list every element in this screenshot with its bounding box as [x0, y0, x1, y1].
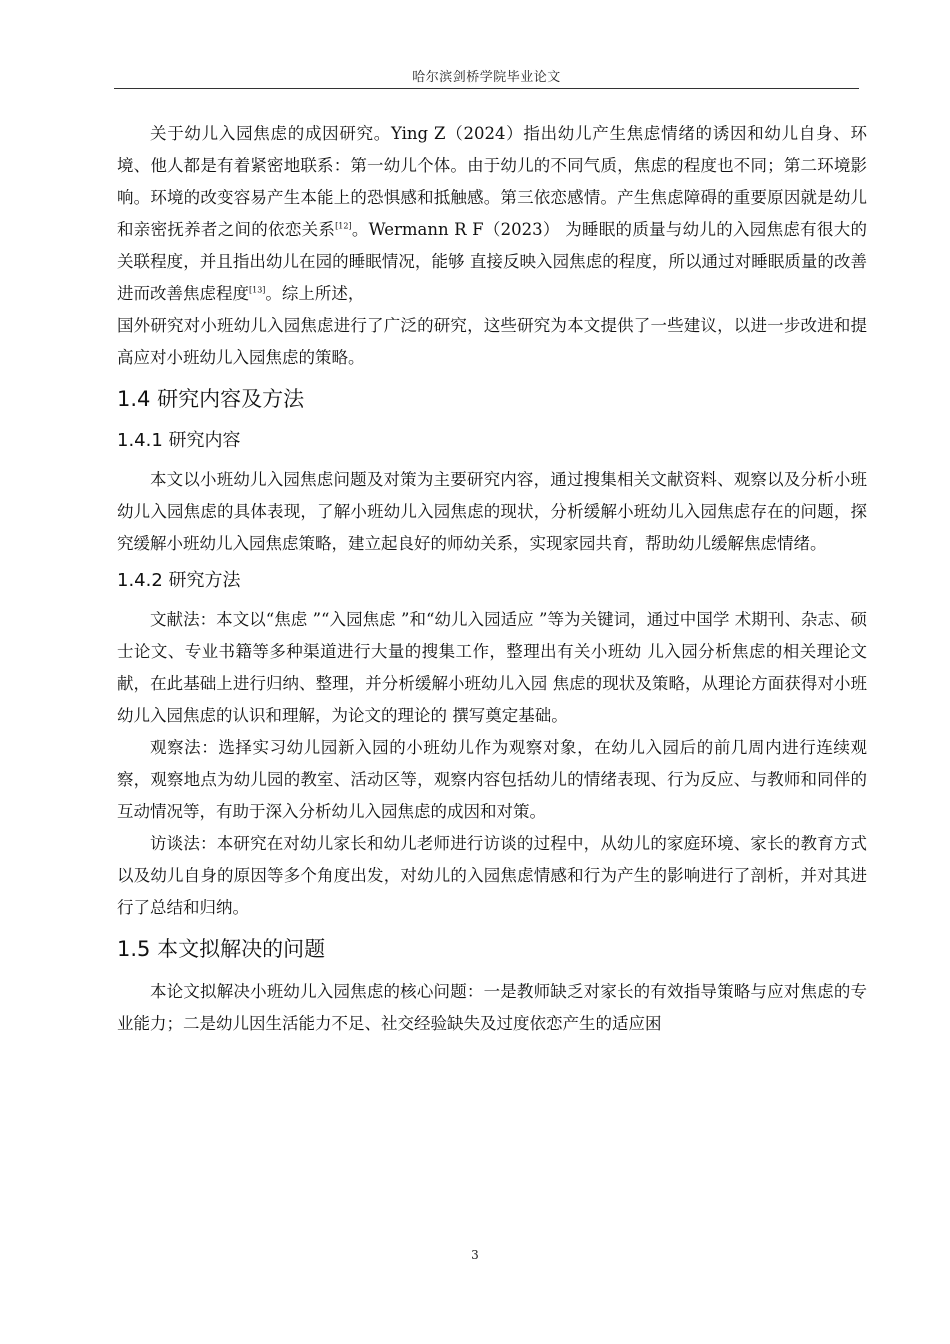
paragraph-cause-research [117, 118, 867, 310]
citation-ref: [13] [249, 285, 266, 295]
paragraph-problems-to-solve: 本论文拟解决小班幼儿入园焦虑的核心问题：一是教师缺乏对家长的有效指导策略与应对焦虑的专业能力；二是幼儿因生活能力不足、社交经验缺失及过度依恋产生的适应困 [117, 982, 867, 1033]
paragraph-literature-method: 文献法：本文以“焦虑 ”“入园焦虑 ”和“幼儿入园适应 ”等为关键词，通过中国学 术期刊、杂志、硕士论文、专业书籍等多种渠道进行大量的搜集工作，整理出有关小班幼 儿入园分析焦虑的相关理论文献，在此基础上进行归纳、整理，并分析缓解小班幼儿入园 焦虑的现状及策略，从理论方面获得对小班幼儿入园焦虑的认识和理解，为论文的理论的 撰写奠定基础。 [117, 610, 867, 725]
paragraph-observation-method: 观察法：选择实习幼儿园新入园的小班幼儿作为观察对象，在幼儿入园后的前几周内进行连续观察，观察地点为幼儿园的教室、活动区等，观察内容包括幼儿的情绪表现、行为反应、与教师和同伴的互动情况等，有助于深入分析幼儿入园焦虑的成因和对策。 [117, 738, 867, 821]
page-header: 哈尔滨剑桥学院毕业论文 [412, 70, 561, 85]
page-body [117, 118, 867, 1040]
paragraph-text: 。综上所述， [265, 284, 365, 303]
paragraph-text: 关于幼儿入园焦虑的成因研究。Ying Z（2024）指出幼儿产生焦虑情绪的诱因和幼儿自身、环境、他人都是有着紧密地联系：第一幼儿个体。由于幼儿的不同气质，焦虑的程度也不同；第二环境影响。环境的改变容易产生本能上的恐惧感和抵触感。第三依恋感情。产生焦虑障碍的重要原因就是幼儿和亲密抚养者之间的依恋关系 [117, 124, 867, 239]
paragraph-interview-method: 访谈法：本研究在对幼儿家长和幼儿老师进行访谈的过程中，从幼儿的家庭环境、家长的教育方式以及幼儿自身的原因等多个角度出发，对幼儿的入园焦虑情感和行为产生的影响进行了剖析，并对其进行了总结和归纳。 [117, 834, 867, 917]
page-number: 3 [471, 1248, 479, 1262]
section-heading-1-5: 1.5 本文拟解决的问题 [117, 937, 326, 961]
section-heading-1-4-1: 1.4.1 研究内容 [117, 430, 241, 451]
paragraph-research-content: 本文以小班幼儿入园焦虑问题及对策为主要研究内容，通过搜集相关文献资料、观察以及分析小班幼儿入园焦虑的具体表现，了解小班幼儿入园焦虑的现状，分析缓解小班幼儿入园焦虑存在的问题，探究缓解小班幼儿入园焦虑策略，建立起良好的师幼关系，实现家园共育，帮助幼儿缓解焦虑情绪。 [117, 470, 867, 553]
header-divider [114, 88, 859, 89]
citation-ref: [12] [335, 221, 352, 231]
paragraph-foreign-research-summary: 国外研究对小班幼儿入园焦虑进行了广泛的研究，这些研究为本文提供了一些建议，以进一步改进和提高应对小班幼儿入园焦虑的策略。 [117, 316, 867, 367]
section-heading-1-4-2: 1.4.2 研究方法 [117, 570, 241, 591]
paragraph-text: 。Wermann R F（2023） 为睡眠的质量与幼儿的入园焦虑有很大的关联程度，并且指出幼儿在园的睡眠情况，能够 直接反映入园焦虑的程度，所以通过对睡眠质量的改善进而改善焦虑程度 [117, 220, 867, 303]
section-heading-1-4: 1.4 研究内容及方法 [117, 387, 305, 411]
